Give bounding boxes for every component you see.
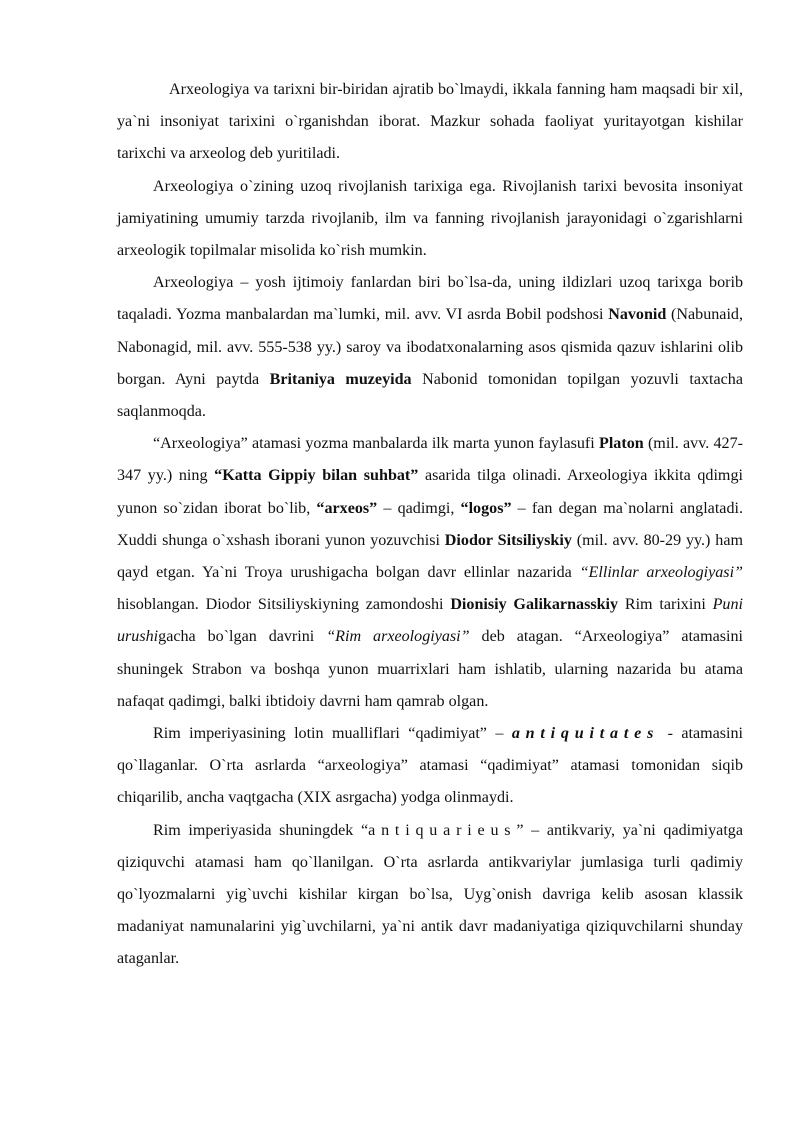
bold-term-dionisiy: Dionisiy Galikarnasskiy bbox=[450, 596, 619, 614]
document-page bbox=[117, 74, 743, 976]
paragraph-5-text: Rim imperiyasining lotin mualliflari “qadimiyat” – bbox=[153, 725, 512, 743]
italic-term-rim: “Rim arxeologiyasi” bbox=[326, 628, 470, 646]
paragraph-4-text: “Arxeologiya” atamasi yozma manbalarda ilk marta yunon faylasufi bbox=[153, 435, 599, 453]
paragraph-6 bbox=[117, 815, 743, 976]
paragraph-4-text: asarida tilga olinadi. Arxeologiya ikkita qdimgi yunon so`zidan iborat bo`lib, bbox=[117, 467, 743, 517]
paragraph-4-text: – fan degan ma`nolarni anglatadi. Xuddi shunga o`xshash iborani yunon yozuvchisi bbox=[117, 499, 743, 549]
paragraph-3-text: Arxeologiya – yosh ijtimoiy fanlardan biri bo`lsa-da, uning ildizlari uzoq tarixga borib taqaladi. Yozma manbalardan ma`lumki, mil. avv. VI asrda Bobil podshosi bbox=[117, 274, 743, 324]
paragraph-3 bbox=[117, 267, 743, 428]
paragraph-2 bbox=[117, 171, 743, 268]
paragraph-5-text: - atamasini qo`llaganlar. O`rta asrlarda “arxeologiya” atamasi “qadimiyat” atamasi tomonidan siqib chiqarilib, ancha vaqtgacha (XIX asrgacha) yodga olinmaydi. bbox=[117, 725, 744, 807]
paragraph-3-text: Nabonid tomonidan topilgan yozuvli taxtacha saqlanmoqda. bbox=[117, 370, 743, 421]
bold-term-logos: “logos” bbox=[460, 499, 512, 517]
spaced-term-antiquarieus: antiquarieus bbox=[368, 821, 517, 839]
paragraph-4-text: (mil. avv. 427-347 yy.) ning bbox=[117, 435, 743, 485]
bold-term-work-title: “Katta Gippiy bilan suhbat” bbox=[214, 467, 419, 485]
paragraph-4-text: deb atagan. “Arxeologiya” atamasini shuningek Strabon va boshqa yunon muarrixlari ham ishlatib, ularning nazarida bu atama nafaqat qadimgi, balki ibtidoiy davrni ham qamrab olgan. bbox=[117, 628, 743, 710]
bold-italic-term-antiquitates: antiquitates bbox=[511, 725, 660, 743]
paragraph-6-text: ” – antikvariy, ya`ni qadimiyatga qiziquvchi atamasi ham qo`llanilgan. O`rta asrlarda antikvariylar jumlasiga turli qadimiy qo`lyozmalarni yig`uvchi kishilar kirgan bo`lsa, Uyg`onish davriga kelib asosan klassik madaniyat namunalarini yig`uvchilarni, ya`ni antik davr madaniyatiga qiziquvchilarni shunday ataganlar. bbox=[117, 821, 743, 968]
bold-term-platon: Platon bbox=[598, 435, 644, 453]
italic-term-ellinlar: “Ellinlar arxeologiyasi” bbox=[579, 564, 743, 582]
paragraph-4-text: hisoblangan. Diodor Sitsiliyskiyning zamondoshi bbox=[117, 596, 451, 614]
bold-term-arxeos: “arxeos” bbox=[316, 499, 378, 517]
paragraph-3-text: (Nabunaid, Nabonagid, mil. avv. 555-538 yy.) saroy va ibodatxonalarning asos qismida qazuv ishlarini olib borgan. Ayni paytda bbox=[117, 306, 743, 388]
paragraph-5 bbox=[117, 718, 743, 815]
paragraph-4-text: Rim tarixini bbox=[618, 596, 713, 614]
paragraph-6-text: Rim imperiyasida shuningdek “ bbox=[153, 821, 369, 839]
paragraph-4-text: gacha bo`lgan davrini bbox=[158, 628, 327, 646]
italic-term-puni: Puni urushi bbox=[117, 596, 743, 646]
paragraph-2-text: Arxeologiya o`zining uzoq rivojlanish tarixiga ega. Rivojlanish tarixi bevosita insoniyat jamiyatining umumiy tarzda rivojlanib, ilm va fanning rivojlanish jarayonidagi o`zgarishlarni arxeologik topilmalar misolida ko`rish mumkin. bbox=[117, 177, 743, 260]
paragraph-1 bbox=[117, 74, 743, 171]
bold-term-diodor: Diodor Sitsiliyskiy bbox=[444, 531, 572, 549]
bold-term-british-museum: Britaniya muzeyida bbox=[269, 370, 412, 388]
bold-term-navonid: Navonid bbox=[608, 306, 667, 324]
paragraph-1-text: Arxeologiya va tarixni bir-biridan ajratib bo`lmaydi, ikkala fanning ham maqsadi bir xil, ya`ni insoniyat tarixini o`rganishdan iborat. Mazkur sohada faoliyat yuritayotgan kishilar tarixchi va arxeolog deb yuritiladi. bbox=[117, 81, 743, 163]
paragraph-4 bbox=[117, 428, 743, 718]
paragraph-4-text: (mil. avv. 80-29 yy.) ham qayd etgan. Ya`ni Troya urushigacha bolgan davr ellinlar nazarida bbox=[117, 531, 743, 582]
paragraph-4-text: – qadimgi, bbox=[377, 499, 461, 517]
